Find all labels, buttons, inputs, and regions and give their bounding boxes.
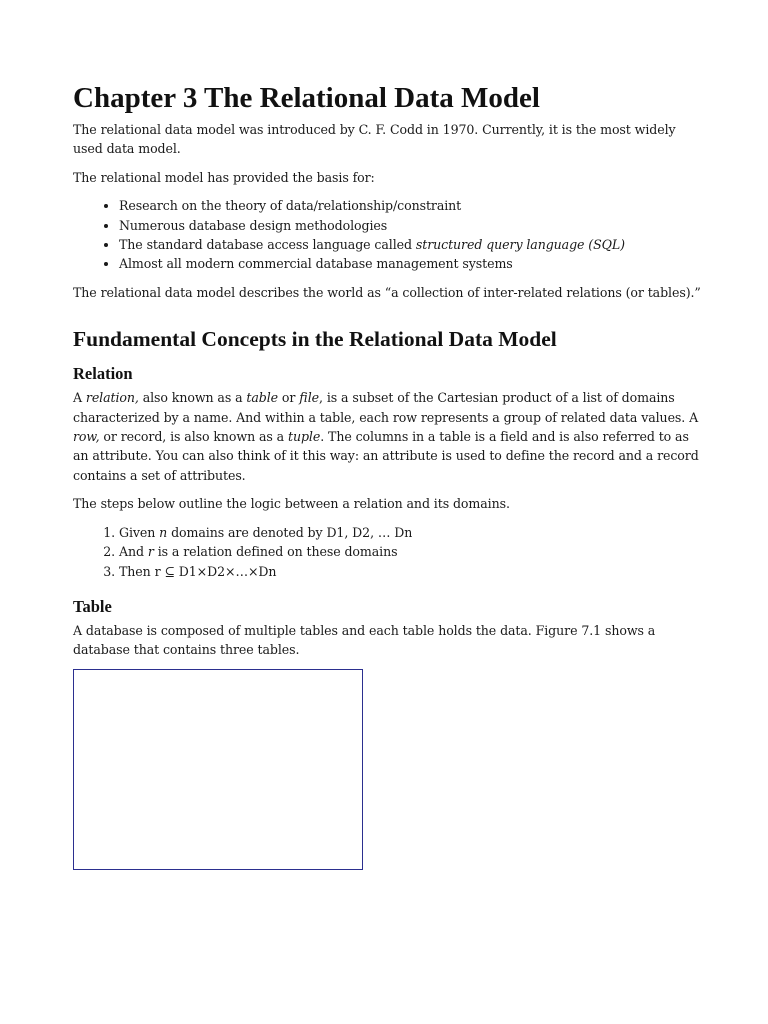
intro-paragraph-1: The relational data model was introduced by C. F. Codd in 1970. Currently, it is the most widely used data model.: [73, 122, 676, 157]
intro-paragraph-2: The relational model has provided the basis for:: [73, 169, 375, 185]
subsection-heading-table: Table: [73, 596, 112, 616]
table-paragraph-1: A database is composed of multiple tables and each table holds the data. Figure 7.1 shows a database that contains three tables.: [73, 622, 656, 658]
relation-paragraph-2: The steps below outline the logic between a relation and its domains.: [73, 496, 510, 512]
step-item: 3. Then r ⊆ D1×D2×…×Dn: [119, 562, 703, 581]
step-item: 1. Given n domains are denoted by D1, D2, … Dn: [119, 523, 703, 542]
section-heading: Fundamental Concepts in the Relational Data Model: [73, 327, 557, 352]
step-item: 2. And r is a relation defined on these domains: [119, 542, 703, 561]
bullet-item: [119, 235, 703, 254]
figure-placeholder: [73, 669, 363, 870]
bullet-item: • Almost all modern commercial database management systems: [119, 254, 703, 273]
bullet-item: • Numerous database design methodologies: [119, 216, 703, 235]
relation-steps-list: [73, 523, 703, 581]
document-page: [73, 80, 703, 870]
basis-bullet-list: [73, 196, 703, 274]
bullet-text: The standard database access language called: [119, 237, 416, 253]
bullet-item: • Research on the theory of data/relationship/constraint: [119, 196, 703, 215]
bullet-emphasis: structured query language (SQL): [415, 237, 625, 253]
relation-paragraph-1: A relation, also known as a table or file, is a subset of the Cartesian product of a list of domains characterized by a name. And within a table, each row represents a group of related data values. A row, or record, is also known as a tuple. The columns in a table is a field and is also referred to as an attribute. You can also think of it this way: an attribute is used to define the record and a record contains a set of attributes.: [73, 390, 699, 483]
chapter-title: Chapter 3 The Relational Data Model: [73, 82, 540, 114]
subsection-heading-relation: Relation: [73, 364, 133, 384]
intro-paragraph-3: The relational data model describes the world as “a collection of inter-related relations (or tables).”: [73, 284, 701, 300]
